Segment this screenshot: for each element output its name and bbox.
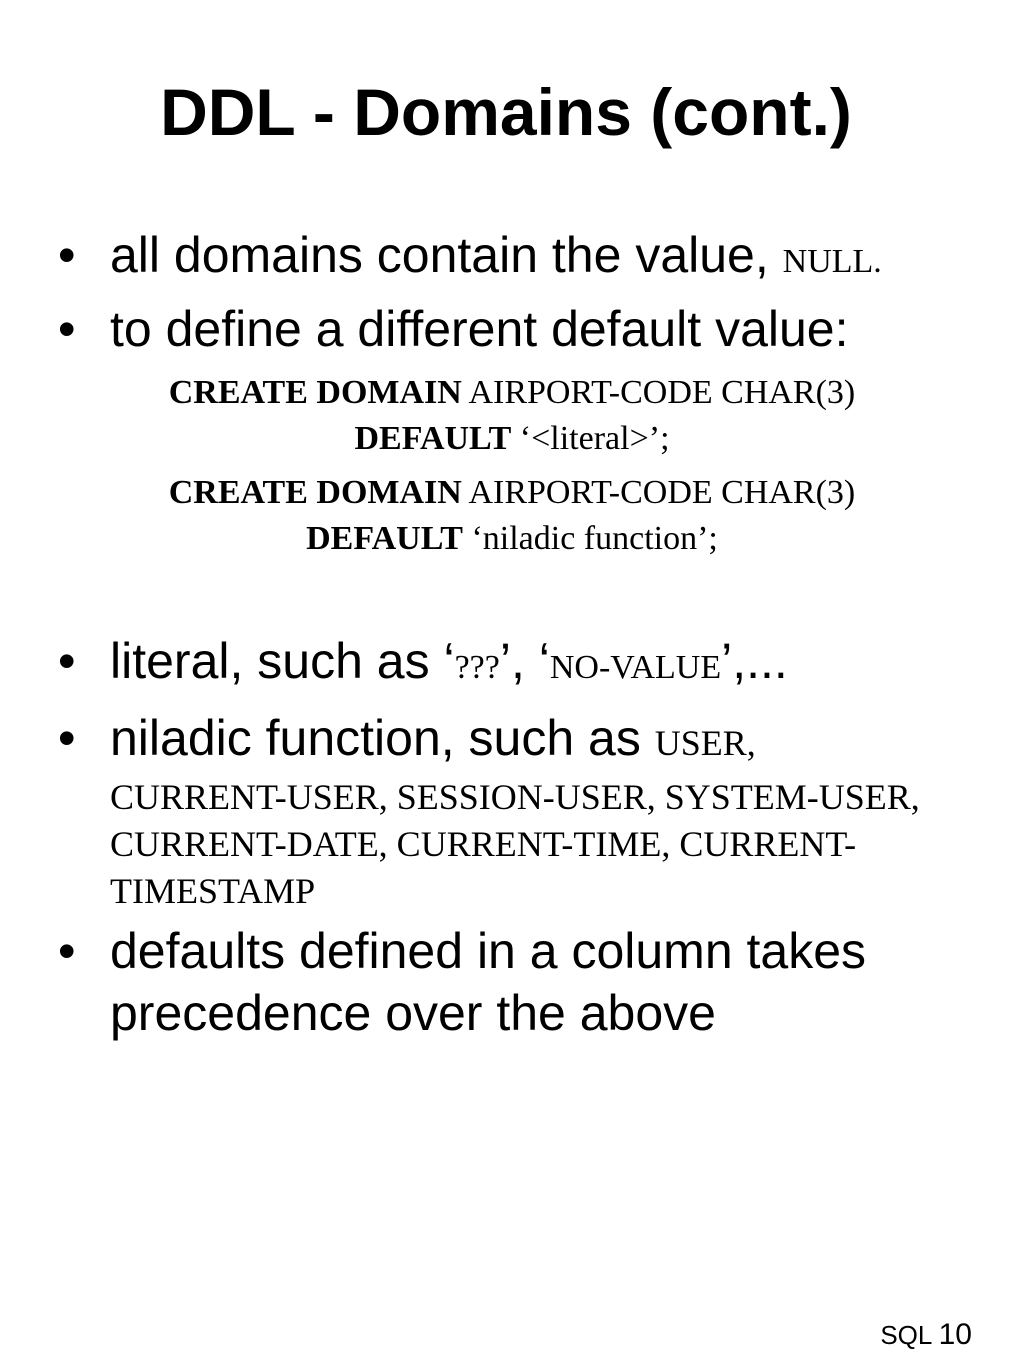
code-keyword: DEFAULT	[354, 420, 512, 457]
literal-example: NO-VALUE	[549, 649, 722, 686]
code-text: AIRPORT-CODE CHAR(3)	[461, 374, 856, 411]
literal-example: ???	[454, 649, 500, 686]
trailing-text: ’,...	[721, 633, 788, 689]
bullet-icon: •	[58, 923, 76, 979]
bullet-item-default-value	[58, 298, 948, 360]
code-text: AIRPORT-CODE CHAR(3)	[461, 474, 856, 511]
function-list: CURRENT-USER, SESSION-USER, SYSTEM-USER, CURRENT-DATE, CURRENT-TIME, CURRENT-TIMESTAMP	[110, 777, 920, 911]
code-keyword: DEFAULT	[306, 520, 463, 557]
slide-title: DDL - Domains (cont.)	[160, 75, 852, 149]
bullet-icon: •	[58, 227, 76, 283]
function-term: USER,	[654, 723, 756, 763]
code-example-literal	[0, 370, 1024, 462]
bullet-icon: •	[58, 710, 76, 766]
code-keyword: CREATE DOMAIN	[168, 474, 462, 511]
code-line	[0, 370, 1024, 416]
bullet-item-null	[58, 224, 948, 293]
null-term: NULL.	[782, 243, 882, 280]
separator: ’, ‘	[499, 633, 550, 689]
bullet-text	[110, 224, 948, 293]
code-line	[0, 470, 1024, 516]
bullet-label: all domains contain the value,	[110, 227, 783, 283]
bullet-label: defaults defined in a column takes precedence over the above	[110, 923, 867, 1041]
code-keyword: CREATE DOMAIN	[168, 374, 462, 411]
bullet-item-literal	[58, 630, 948, 699]
bullet-icon: •	[58, 301, 76, 357]
bullet-item-precedence	[58, 920, 948, 1044]
code-line	[0, 516, 1024, 562]
code-line	[0, 416, 1024, 462]
footer-label: SQL	[880, 1320, 932, 1350]
bullet-label: niladic function, such as	[110, 710, 655, 766]
bullet-item-niladic	[58, 707, 948, 915]
slide-footer	[880, 1318, 972, 1352]
bullet-text	[110, 630, 948, 699]
page-number: 10	[938, 1318, 972, 1351]
bullet-icon: •	[58, 633, 76, 689]
code-text: ‘<literal>’;	[511, 420, 670, 457]
bullet-text	[110, 707, 948, 915]
code-example-niladic	[0, 470, 1024, 562]
bullet-label: literal, such as ‘	[110, 633, 455, 689]
bullet-label: to define a different default value:	[110, 301, 849, 357]
code-text: ‘niladic function’;	[462, 520, 718, 557]
